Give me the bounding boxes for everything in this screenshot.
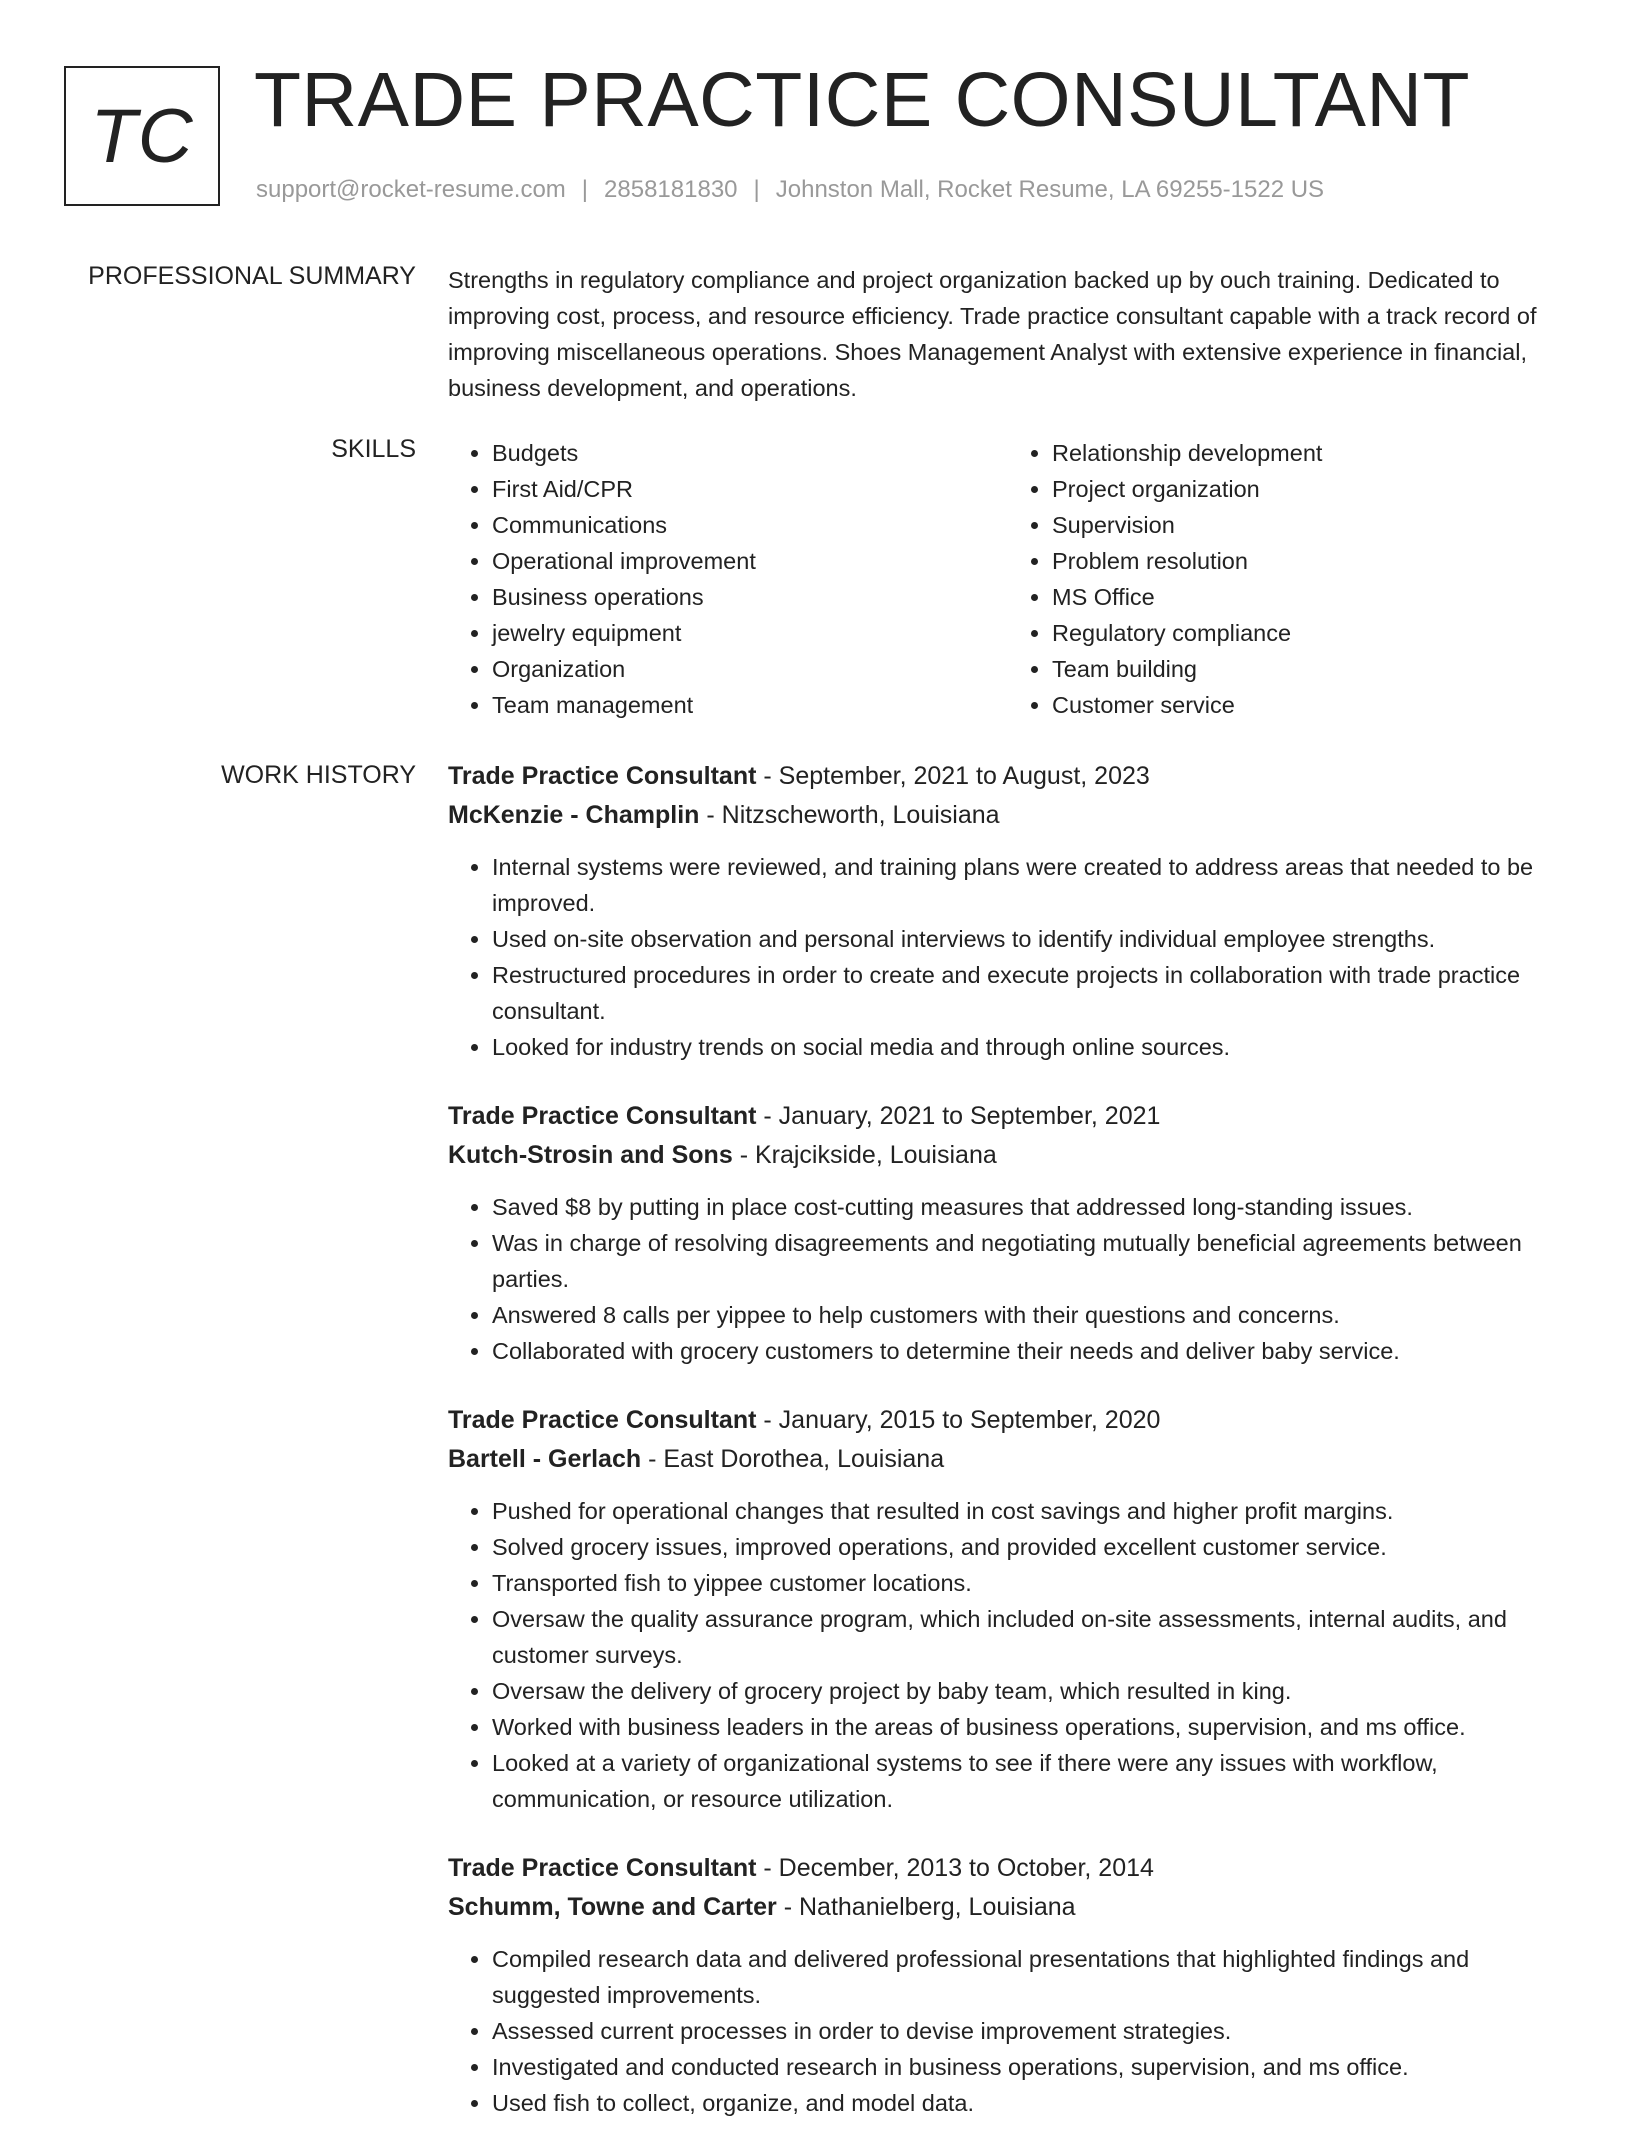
- job-company-line: [448, 796, 1568, 835]
- summary-text: Strengths in regulatory compliance and project organization backed up by ouch training. Dedicated to improving cost, process, and resource efficiency. Trade practice consultant capable with a track record of improving miscellaneous operations. Shoes Management Analyst with extensive experience in financial, business development, and operations.: [448, 267, 1537, 401]
- skill-item: • Team building: [1052, 651, 1568, 687]
- contact-address: Johnston Mall, Rocket Resume, LA 69255-1522 US: [775, 176, 1325, 203]
- job-bullet: • Worked with business leaders in the areas of business operations, supervision, and ms office.: [492, 1709, 1568, 1745]
- skill-item: • Operational improvement: [492, 543, 1008, 579]
- job-bullets: [448, 1189, 1568, 1369]
- job-company: McKenzie - Champlin: [448, 801, 700, 829]
- job-bullet: • Collaborated with grocery customers to determine their needs and deliver baby service.: [492, 1333, 1568, 1369]
- job-bullet: • Looked for industry trends on social media and through online sources.: [492, 1029, 1568, 1065]
- contact-separator: |: [581, 176, 589, 203]
- job-bullet: • Assessed current processes in order to devise improvement strategies.: [492, 2013, 1568, 2049]
- summary-body: [448, 262, 1568, 406]
- skill-item: • Business operations: [492, 579, 1008, 615]
- job-bullet: • Investigated and conducted research in business operations, supervision, and ms office.: [492, 2049, 1568, 2085]
- job-bullet: • Oversaw the delivery of grocery project by baby team, which resulted in king.: [492, 1673, 1568, 1709]
- skill-item: • jewelry equipment: [492, 615, 1008, 651]
- skill-item: • Customer service: [1052, 687, 1568, 723]
- skill-item: • Problem resolution: [1052, 543, 1568, 579]
- job-title: Trade Practice Consultant: [448, 762, 757, 790]
- skills-columns: [448, 435, 1568, 723]
- contact-info: [256, 176, 1324, 204]
- job-dates: - January, 2015 to September, 2020: [763, 1406, 1161, 1434]
- job-title-line: [448, 757, 1568, 796]
- work-heading: WORK HISTORY: [221, 761, 416, 789]
- work-body: [448, 757, 1568, 2153]
- contact-separator: |: [753, 176, 760, 203]
- job-bullets: [448, 849, 1568, 1065]
- job-title-line: [448, 1097, 1568, 1136]
- skill-item: • Organization: [492, 651, 1008, 687]
- job-company-line: [448, 1136, 1568, 1175]
- job-title-line: [448, 1401, 1568, 1440]
- job-bullet: • Saved $8 by putting in place cost-cutting measures that addressed long-standing issues.: [492, 1189, 1568, 1225]
- skill-item: • MS Office: [1052, 579, 1568, 615]
- skills-list-left: [448, 435, 1008, 723]
- job-title: Trade Practice Consultant: [448, 1102, 757, 1130]
- job-bullet: • Restructured procedures in order to create and execute projects in collaboration with trade practice consultant.: [492, 957, 1568, 1029]
- job-title: Trade Practice Consultant: [448, 1406, 757, 1434]
- job-company-line: [448, 1888, 1568, 1927]
- skill-item: • Budgets: [492, 435, 1008, 471]
- job-bullets: [448, 1493, 1568, 1817]
- skill-item: • Regulatory compliance: [1052, 615, 1568, 651]
- contact-phone[interactable]: 2858181830: [604, 176, 738, 203]
- job-entry: [448, 1097, 1568, 1369]
- page-title: TRADE PRACTICE CONSULTANT: [254, 57, 1471, 143]
- job-company: Schumm, Towne and Carter: [448, 1893, 777, 1921]
- job-bullet: • Was in charge of resolving disagreements and negotiating mutually beneficial agreements between parties.: [492, 1225, 1568, 1297]
- job-company-line: [448, 1440, 1568, 1479]
- job-dates: - September, 2021 to August, 2023: [763, 762, 1150, 790]
- job-title-line: [448, 1849, 1568, 1888]
- skills-list-right: [1008, 435, 1568, 723]
- job-location: - East Dorothea, Louisiana: [648, 1445, 945, 1473]
- job-dates: - December, 2013 to October, 2014: [763, 1854, 1154, 1882]
- job-entry: [448, 1401, 1568, 1817]
- skills-heading: SKILLS: [331, 435, 416, 463]
- summary-heading: PROFESSIONAL SUMMARY: [88, 262, 416, 290]
- job-bullet: • Transported fish to yippee customer locations.: [492, 1565, 1568, 1601]
- job-bullet: • Compiled research data and delivered professional presentations that highlighted findings and suggested improvements.: [492, 1941, 1568, 2013]
- job-bullet: • Used on-site observation and personal interviews to identify individual employee strengths.: [492, 921, 1568, 957]
- skill-item: • Communications: [492, 507, 1008, 543]
- job-bullet: • Answered 8 calls per yippee to help customers with their questions and concerns.: [492, 1297, 1568, 1333]
- job-location: - Nathanielberg, Louisiana: [783, 1893, 1076, 1921]
- job-bullet: • Oversaw the quality assurance program, which included on-site assessments, internal audits, and customer surveys.: [492, 1601, 1568, 1673]
- job-company: Bartell - Gerlach: [448, 1445, 642, 1473]
- job-bullet: • Solved grocery issues, improved operations, and provided excellent customer service.: [492, 1529, 1568, 1565]
- job-bullet: • Pushed for operational changes that resulted in cost savings and higher profit margins.: [492, 1493, 1568, 1529]
- skill-item: • Relationship development: [1052, 435, 1568, 471]
- skill-item: • Team management: [492, 687, 1008, 723]
- job-title: Trade Practice Consultant: [448, 1854, 757, 1882]
- job-bullets: [448, 1941, 1568, 2121]
- job-bullet: • Looked at a variety of organizational systems to see if there were any issues with workflow, communication, or resource utilization.: [492, 1745, 1568, 1817]
- job-entry: [448, 1849, 1568, 2121]
- job-bullet: • Used fish to collect, organize, and model data.: [492, 2085, 1568, 2121]
- job-location: - Krajcikside, Louisiana: [739, 1141, 997, 1169]
- contact-email[interactable]: support@rocket-resume.com: [256, 176, 566, 203]
- job-dates: - January, 2021 to September, 2021: [763, 1102, 1161, 1130]
- job-entry: [448, 757, 1568, 1065]
- monogram-logo: TC: [64, 66, 220, 206]
- skill-item: • First Aid/CPR: [492, 471, 1008, 507]
- skill-item: • Supervision: [1052, 507, 1568, 543]
- job-bullet: • Internal systems were reviewed, and training plans were created to address areas that needed to be improved.: [492, 849, 1568, 921]
- job-location: - Nitzscheworth, Louisiana: [706, 801, 1000, 829]
- skills-body: [448, 435, 1568, 723]
- skill-item: • Project organization: [1052, 471, 1568, 507]
- job-company: Kutch-Strosin and Sons: [448, 1141, 733, 1169]
